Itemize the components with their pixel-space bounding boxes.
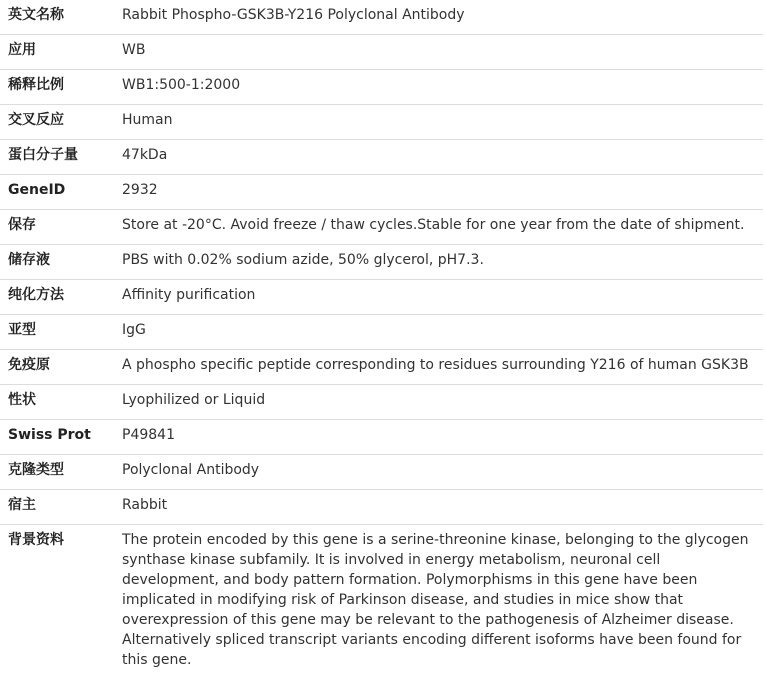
- spec-value: Rabbit Phospho-GSK3B-Y216 Polyclonal Antibody: [122, 0, 763, 35]
- spec-row-application: [0, 35, 763, 70]
- spec-row-form: [0, 385, 763, 420]
- spec-row-gene-id: [0, 175, 763, 210]
- spec-row-molecular-weight: [0, 140, 763, 175]
- spec-label: 应用: [0, 35, 122, 70]
- spec-row-dilution: [0, 70, 763, 105]
- spec-row-purification: [0, 280, 763, 315]
- spec-value: Human: [122, 105, 763, 140]
- spec-value: WB1:500-1:2000: [122, 70, 763, 105]
- spec-value: A phospho specific peptide corresponding to residues surrounding Y216 of human GSK3B: [122, 350, 763, 385]
- spec-row-isotype: [0, 315, 763, 350]
- spec-row-background: [0, 525, 763, 679]
- spec-row-immunogen: [0, 350, 763, 385]
- spec-label: 交叉反应: [0, 105, 122, 140]
- spec-row-clonality: [0, 455, 763, 490]
- spec-label: 英文名称: [0, 0, 122, 35]
- spec-value: P49841: [122, 420, 763, 455]
- spec-row-cross-reactivity: [0, 105, 763, 140]
- spec-value: WB: [122, 35, 763, 70]
- spec-value: Lyophilized or Liquid: [122, 385, 763, 420]
- spec-value: Polyclonal Antibody: [122, 455, 763, 490]
- spec-label: 稀释比例: [0, 70, 122, 105]
- spec-label: 免疫原: [0, 350, 122, 385]
- spec-label: Swiss Prot: [0, 420, 122, 455]
- spec-row-host: [0, 490, 763, 525]
- spec-value: PBS with 0.02% sodium azide, 50% glycerol, pH7.3.: [122, 245, 763, 280]
- spec-label: 保存: [0, 210, 122, 245]
- spec-row-english-name: [0, 0, 763, 35]
- spec-label: 亚型: [0, 315, 122, 350]
- spec-value: 2932: [122, 175, 763, 210]
- spec-row-swiss-prot: [0, 420, 763, 455]
- spec-label: GeneID: [0, 175, 122, 210]
- spec-label: 性状: [0, 385, 122, 420]
- spec-label: 背景资料: [0, 525, 122, 679]
- spec-value: 47kDa: [122, 140, 763, 175]
- spec-row-storage: [0, 210, 763, 245]
- spec-value: The protein encoded by this gene is a serine-threonine kinase, belonging to the glycogen synthase kinase subfamily. It is involved in energy metabolism, neuronal cell development, and body pattern formation. Polymorphisms in this gene have been implicated in modifying risk of Parkinson disease, and studies in mice show that overexpression of this gene may be relevant to the pathogenesis of Alzheimer disease. Alternatively spliced transcript variants encoding different isoforms have been found for this gene.: [122, 525, 763, 679]
- spec-value: Rabbit: [122, 490, 763, 525]
- spec-label: 宿主: [0, 490, 122, 525]
- spec-value: IgG: [122, 315, 763, 350]
- spec-label: 纯化方法: [0, 280, 122, 315]
- spec-value: Store at -20°C. Avoid freeze / thaw cycles.Stable for one year from the date of shipment.: [122, 210, 763, 245]
- spec-row-buffer: [0, 245, 763, 280]
- spec-value: Affinity purification: [122, 280, 763, 315]
- spec-label: 克隆类型: [0, 455, 122, 490]
- spec-label: 储存液: [0, 245, 122, 280]
- spec-label: 蛋白分子量: [0, 140, 122, 175]
